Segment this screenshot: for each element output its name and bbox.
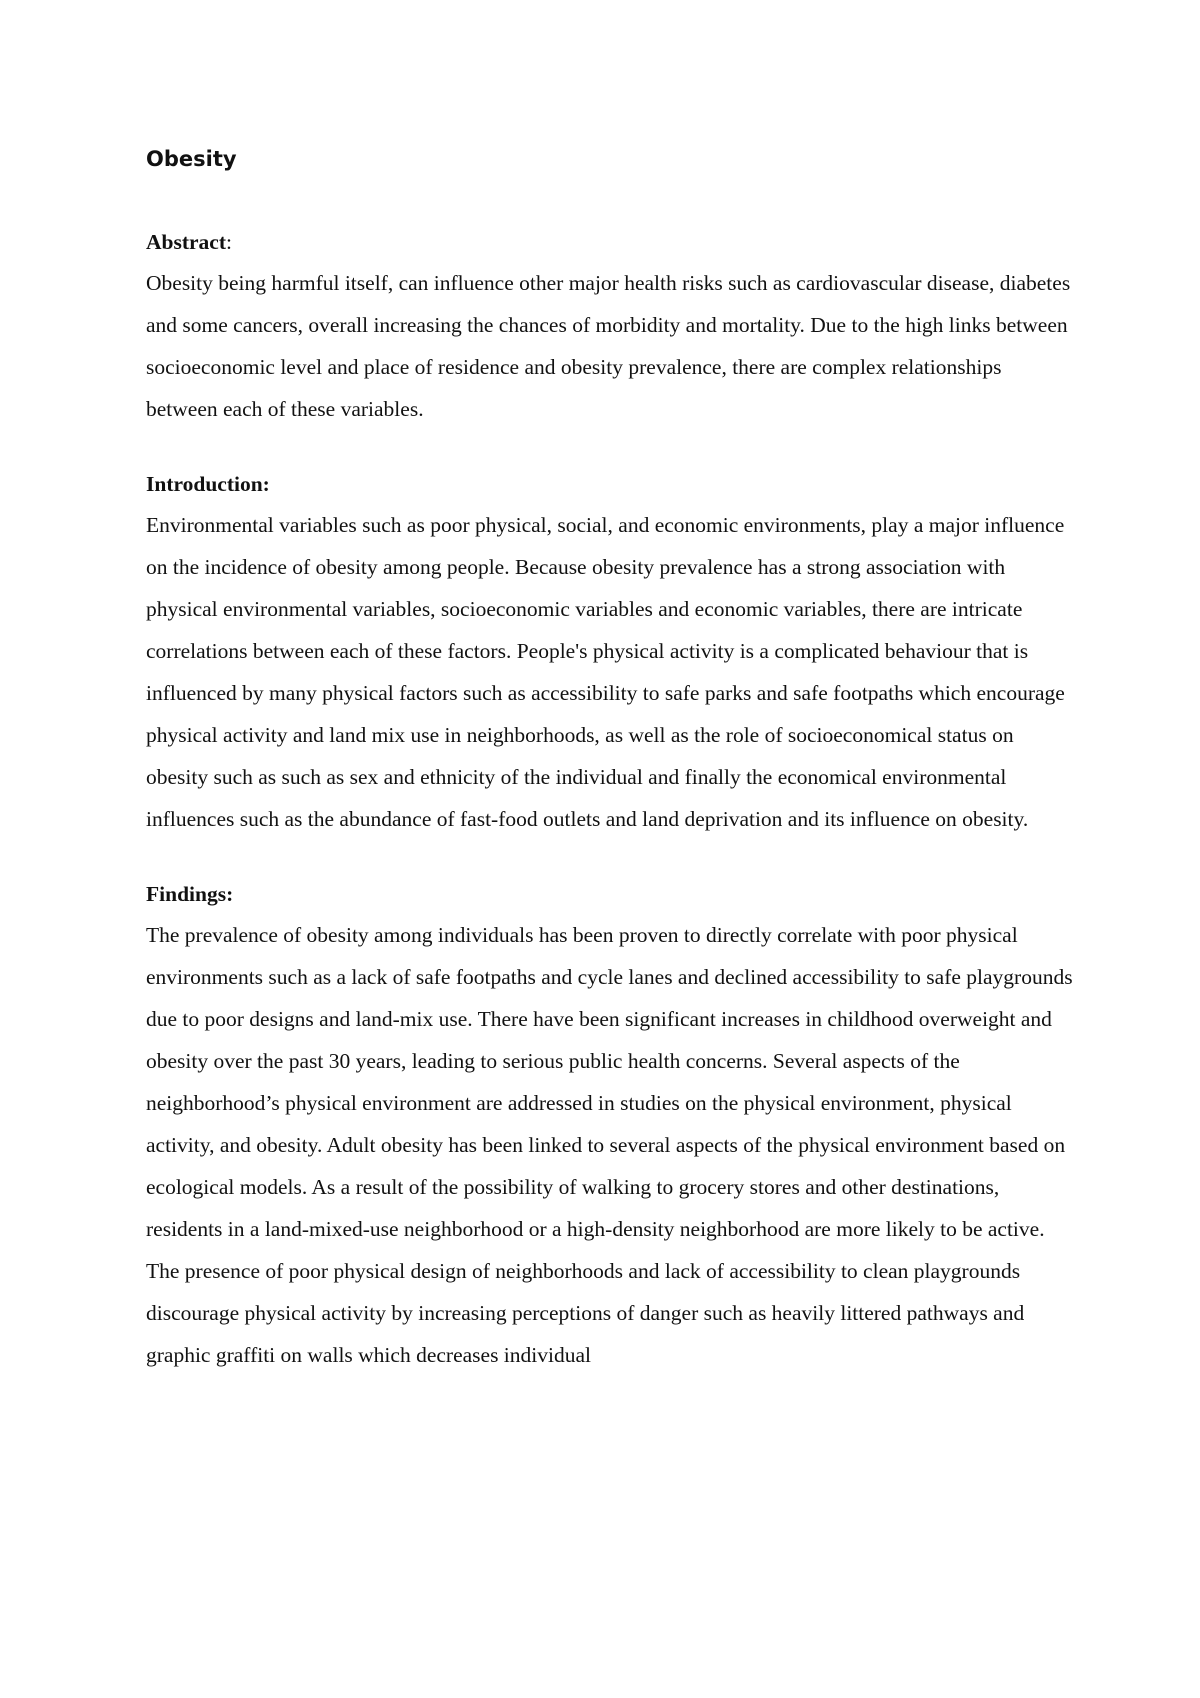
findings-heading: Findings: [146,882,234,906]
introduction-section [146,464,1076,840]
abstract-heading-colon: : [226,230,232,254]
abstract-section [146,222,1076,430]
document-title: Obesity [146,147,237,171]
introduction-paragraph: Environmental variables such as poor physical, social, and economic environments, play a major influence on the incidence of obesity among people. Because obesity prevalence has a strong association with physical environmental variables, socioeconomic variables and economic variables, there are intricate correlations between each of these factors. People's physical activity is a complicated behaviour that is influenced by many physical factors such as accessibility to safe parks and safe footpaths which encourage physical activity and land mix use in neighborhoods, as well as the role of socioeconomical status on obesity such as such as sex and ethnicity of the individual and finally the economical environmental influences such as the abundance of fast-food outlets and land deprivation and its influence on obesity. [146,513,1065,831]
findings-section [146,874,1076,1376]
document-body [146,144,1076,1410]
abstract-heading [146,222,1076,262]
abstract-heading-text: Abstract [146,230,227,254]
abstract-paragraph: Obesity being harmful itself, can influence other major health risks such as cardiovascular disease, diabetes and some cancers, overall increasing the chances of morbidity and mortality. Due to the high links between socioeconomic level and place of residence and obesity prevalence, there are complex relationships between each of these variables. [146,271,1071,421]
findings-paragraph: The prevalence of obesity among individuals has been proven to directly correlate with poor physical environments such as a lack of safe footpaths and cycle lanes and declined accessibility to safe playgrounds due to poor designs and land-mix use. There have been significant increases in childhood overweight and obesity over the past 30 years, leading to serious public health concerns. Several aspects of the neighborhood’s physical environment are addressed in studies on the physical environment, physical activity, and obesity. Adult obesity has been linked to several aspects of the physical environment based on ecological models. As a result of the possibility of walking to grocery stores and other destinations, residents in a land-mixed-use neighborhood or a high-density neighborhood are more likely to be active. The presence of poor physical design of neighborhoods and lack of accessibility to clean playgrounds discourage physical activity by increasing perceptions of danger such as heavily littered pathways and graphic graffiti on walls which decreases individual [146,923,1073,1367]
introduction-heading: Introduction: [146,472,270,496]
